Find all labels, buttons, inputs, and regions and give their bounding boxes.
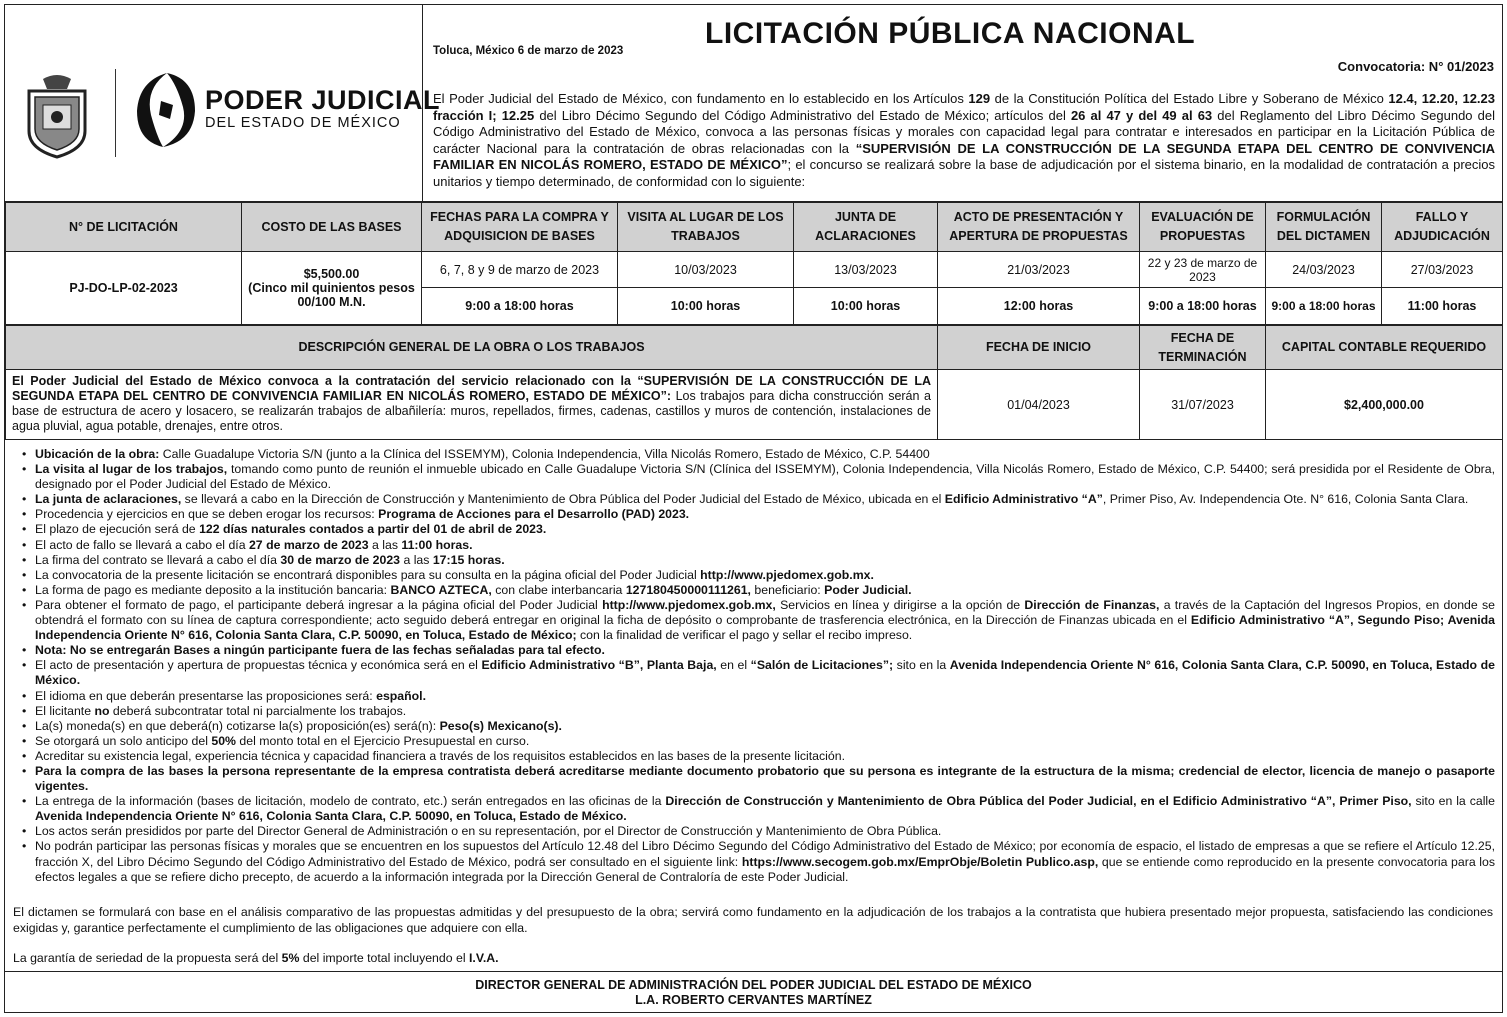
condition-item: • La firma del contrato se llevará a cabo el día 30 de marzo de 2023 a las 17:15 horas. bbox=[17, 553, 1495, 568]
place-date: Toluca, México 6 de marzo de 2023 bbox=[433, 45, 624, 57]
signer-title: DIRECTOR GENERAL DE ADMINISTRACIÓN DEL PODER JUDICIAL DEL ESTADO DE MÉXICO bbox=[475, 978, 1032, 992]
condition-item: • La visita al lugar de los trabajos, tomando como punto de reunión el inmueble ubicado en Calle Guadalupe Victoria S/N (Clínica del ISSEMYM), Colonia Independencia, Villa Nicolás Romero, Estado de México, C.P. 54400; será presidida por el Residente de Obra, designado por el Poder Judicial del Estado de México. bbox=[17, 462, 1495, 492]
logo-block bbox=[5, 5, 441, 202]
condition-item: • Acreditar su existencia legal, experiencia técnica y capacidad financiera a través de los requisitos establecidos en las bases de la presente licitación. bbox=[17, 749, 1495, 764]
time-compra: 9:00 a 18:00 horas bbox=[422, 288, 618, 325]
costo-amount: $5,500.00 bbox=[303, 267, 360, 281]
col-fecha-terminacion: FECHA DE TERMINACIÓN bbox=[1140, 326, 1266, 370]
date-compra: 6, 7, 8 y 9 de marzo de 2023 bbox=[422, 252, 618, 288]
garantia-paragraph: La garantía de seriedad de la propuesta será del 5% del importe total incluyendo el I.V.A. bbox=[13, 951, 499, 965]
time-apertura: 12:00 horas bbox=[938, 288, 1140, 325]
condition-item: • Nota: No se entregarán Bases a ningún participante fuera de las fechas señaladas para tal efecto. bbox=[17, 643, 1495, 658]
condition-item: • No podrán participar las personas físicas y morales que se encuentren en los supuestos del Artículo 12.48 del Libro Décimo Segundo del Código Administrativo del Estado de México; por economía de espacio, el listado de empresas a que se refiere el Artículo 12.25, fracción X, del Libro Décimo Segundo del Código Administrativo del Estado de México, podrá ser consultado en el siguiente link: https://www.secogem.gob.mx/EmprObje/Boletin Publico.asp, que se entiende como reproducido en la presente convocatoria para los efectos legales a que se refiere dicho precepto, de acuerdo a la información integrada por la Dirección General de Contraloría de este Poder Judicial. bbox=[17, 839, 1495, 884]
time-dictamen: 9:00 a 18:00 horas bbox=[1266, 288, 1382, 325]
condition-item: • La entrega de la información (bases de licitación, modelo de contrato, etc.) serán entregados en las oficinas de la Dirección de Construcción y Mantenimiento de Obra Pública del Poder Judicial, en el Edificio Administrativo “A”, Primer Piso, sito en la calle Avenida Independencia Oriente N° 616, Colonia Santa Clara, C.P. 50090, en Toluca, Estado de México. bbox=[17, 794, 1495, 824]
condition-item: • Los actos serán presididos por parte del Director General de Administración o en su representación, por el Director de Construcción y Mantenimiento de Obra Pública. bbox=[17, 824, 1495, 839]
licitacion-number: PJ-DO-LP-02-2023 bbox=[6, 252, 242, 325]
time-evaluacion: 9:00 a 18:00 horas bbox=[1140, 288, 1266, 325]
condition-item: • Para obtener el formato de pago, el participante deberá ingresar a la página oficial del Poder Judicial http://www.pjedomex.gob.mx, Servicios en línea y dirigirse a la opción de Dirección de Finanzas, a través de la Captación del Ingresos Propios, en donde se obtendrá el formato con su línea de captura correspondiente; acto seguido deberá entregar en original la ficha de depósito o comprobante de trasferencia electrónica, en la Dirección de Finanzas ubicada en el Edificio Administrativo “A”, Segundo Piso; Avenida Independencia Oriente N° 616, Colonia Santa Clara, C.P. 50090, en Toluca, Estado de México; con la finalidad de verificar el pago y sellar el recibo impreso. bbox=[17, 598, 1495, 643]
col-fallo: FALLO Y ADJUDICACIÓN bbox=[1382, 203, 1503, 252]
work-row bbox=[6, 370, 1503, 440]
condition-item: • El acto de presentación y apertura de propuestas técnica y económica será en el Edificio Administrativo “B”, Planta Baja, en el “Salón de Licitaciones”; sito en la Avenida Independencia Oriente N° 616, Colonia Santa Clara, C.P. 50090, en Toluca, Estado de México. bbox=[17, 658, 1495, 688]
date-visita: 10/03/2023 bbox=[618, 252, 794, 288]
condition-item: • Se otorgará un solo anticipo del 50% del monto total en el Ejercicio Presupuestal en curso. bbox=[17, 734, 1495, 749]
dictamen-paragraph: El dictamen se formulará con base en el análisis comparativo de las propuestas admitidas y del presupuesto de la obra; servirá como fundamento en la adjudicación de los trabajos a la contratista que hubiera presentado mejor propuesta, satisfaciendo las condiciones exigidas y, garantice perfectamente el cumplimiento de las obligaciones que adquiere con ella. bbox=[13, 905, 1493, 935]
signature-block bbox=[5, 971, 1502, 1012]
org-name: PODER JUDICIAL bbox=[205, 85, 441, 115]
col-licitacion: N° DE LICITACIÓN bbox=[6, 203, 242, 252]
work-table bbox=[5, 325, 1503, 440]
costo-words: (Cinco mil quinientos pesos 00/100 M.N. bbox=[248, 281, 415, 309]
work-start: 01/04/2023 bbox=[938, 370, 1140, 440]
intro-block bbox=[423, 5, 1502, 202]
condition-item: • La junta de aclaraciones, se llevará a cabo en la Dirección de Construcción y Mantenimiento de Obra Pública del Poder Judicial del Estado de México, ubicada en el Edificio Administrativo “A”, Primer Piso, Av. Independencia Ote. N° 616, Colonia Santa Clara. bbox=[17, 492, 1495, 507]
col-costo: COSTO DE LAS BASES bbox=[242, 203, 422, 252]
conditions-list bbox=[17, 447, 1495, 885]
col-descripcion: DESCRIPCIÓN GENERAL DE LA OBRA O LOS TRABAJOS bbox=[6, 326, 938, 370]
condition-item: • Para la compra de las bases la persona representante de la empresa contratista deberá acreditarse mediante documento probatorio que su persona es integrante de la estructura de la misma; credencial de elector, licencia de manejo o pasaporte vigentes. bbox=[17, 764, 1495, 794]
costo-cell bbox=[242, 252, 422, 325]
logo-divider bbox=[115, 69, 116, 157]
signer-name: L.A. ROBERTO CERVANTES MARTÍNEZ bbox=[635, 993, 872, 1007]
col-apertura: ACTO DE PRESENTACIÓN Y APERTURA DE PROPUESTAS bbox=[938, 203, 1140, 252]
condition-item: • El acto de fallo se llevará a cabo el día 27 de marzo de 2023 a las 11:00 horas. bbox=[17, 538, 1495, 553]
schedule-header-row bbox=[6, 203, 1503, 252]
time-visita: 10:00 horas bbox=[618, 288, 794, 325]
work-capital: $2,400,000.00 bbox=[1266, 370, 1503, 440]
col-capital: CAPITAL CONTABLE REQUERIDO bbox=[1266, 326, 1503, 370]
condition-item: • La forma de pago es mediante deposito a la institución bancaria: BANCO AZTECA, con clabe interbancaria 127180450000111261, beneficiario: Poder Judicial. bbox=[17, 583, 1495, 598]
col-junta: JUNTA DE ACLARACIONES bbox=[794, 203, 938, 252]
time-junta: 10:00 horas bbox=[794, 288, 938, 325]
condition-item: • Ubicación de la obra: Calle Guadalupe Victoria S/N (junto a la Clínica del ISSEMYM), Colonia Independencia, Villa Nicolás Romero, Estado de México, C.P. 54400 bbox=[17, 447, 1495, 462]
col-evaluacion: EVALUACIÓN DE PROPUESTAS bbox=[1140, 203, 1266, 252]
convocatoria-number: Convocatoria: N° 01/2023 bbox=[1337, 59, 1494, 74]
date-evaluacion: 22 y 23 de marzo de 2023 bbox=[1140, 252, 1266, 288]
org-subname: DEL ESTADO DE MÉXICO bbox=[205, 115, 401, 131]
work-end: 31/07/2023 bbox=[1140, 370, 1266, 440]
time-fallo: 11:00 horas bbox=[1382, 288, 1503, 325]
notice-sheet bbox=[4, 4, 1503, 1013]
col-dictamen: FORMULACIÓN DEL DICTAMEN bbox=[1266, 203, 1382, 252]
condition-item: • El plazo de ejecución será de 122 días naturales contados a partir del 01 de abril de 2023. bbox=[17, 522, 1495, 537]
poder-judicial-emblem-icon bbox=[133, 71, 199, 149]
state-seal-icon bbox=[21, 73, 93, 159]
condition-item: • La(s) moneda(s) en que deberá(n) cotizarse la(s) proposición(es) será(n): Peso(s) Mexicano(s). bbox=[17, 719, 1495, 734]
date-dictamen: 24/03/2023 bbox=[1266, 252, 1382, 288]
intro-paragraph: El Poder Judicial del Estado de México, con fundamento en lo establecido en los Artículos 129 de la Constitución Política del Estado Libre y Soberano de México 12.4, 12.20, 12.23 fracción I; 12.25 del Libro Décimo Segundo del Código Administrativo del Estado de México; artículos del 26 al 47 y del 49 al 63 del Reglamento del Libro Décimo Segundo del Código Administrativo del Estado de México, convoca a las personas físicas y morales con capacidad legal para contratar e interesados en participar en la Licitación Pública de carácter Nacional para la contratación de obras relacionadas con la “SUPERVISIÓN DE LA CONSTRUCCIÓN DE LA SEGUNDA ETAPA DEL CENTRO DE CONVIVENCIA FAMILIAR EN NICOLÁS ROMERO, ESTADO DE MÉXICO”; el concurso se realizará sobre la base de adjudicación por el sistema binario, en la modalidad de contratación a precios unitarios y tiempo determinado, de conformidad con lo siguiente: bbox=[433, 91, 1495, 189]
schedule-table bbox=[5, 202, 1503, 325]
schedule-dates-row bbox=[6, 252, 1503, 288]
col-visita: VISITA AL LUGAR DE LOS TRABAJOS bbox=[618, 203, 794, 252]
date-fallo: 27/03/2023 bbox=[1382, 252, 1503, 288]
work-header-row bbox=[6, 326, 1503, 370]
work-description: El Poder Judicial del Estado de México convoca a la contratación del servicio relacionado con la “SUPERVISIÓN DE LA CONSTRUCCIÓN DE LA SEGUNDA ETAPA DEL CENTRO DE CONVIVENCIA FAMILIAR EN NICOLÁS ROMERO, ESTADO DE MÉXICO”: Los trabajos para dicha construcción serán a base de estructura de acero y losacero, se realizarán trabajos de albañilería: muros, repellados, firmes, cadenas, castillos y muros de contención, instalaciones de agua pluvial, agua potable, drenajes, entre otros. bbox=[6, 370, 938, 440]
condition-item: • La convocatoria de la presente licitación se encontrará disponibles para su consulta en la página oficial del Poder Judicial http://www.pjedomex.gob.mx. bbox=[17, 568, 1495, 583]
date-apertura: 21/03/2023 bbox=[938, 252, 1140, 288]
condition-item: • Procedencia y ejercicios en que se deben erogar los recursos: Programa de Acciones para el Desarrollo (PAD) 2023. bbox=[17, 507, 1495, 522]
notice-header bbox=[5, 5, 1502, 202]
page-title: LICITACIÓN PÚBLICA NACIONAL bbox=[705, 17, 1196, 50]
condition-item: • El idioma en que deberán presentarse las proposiciones será: español. bbox=[17, 689, 1495, 704]
date-junta: 13/03/2023 bbox=[794, 252, 938, 288]
condition-item: • El licitante no deberá subcontratar total ni parcialmente los trabajos. bbox=[17, 704, 1495, 719]
col-fecha-inicio: FECHA DE INICIO bbox=[938, 326, 1140, 370]
col-fechas-compra: FECHAS PARA LA COMPRA Y ADQUISICION DE BASES bbox=[422, 203, 618, 252]
